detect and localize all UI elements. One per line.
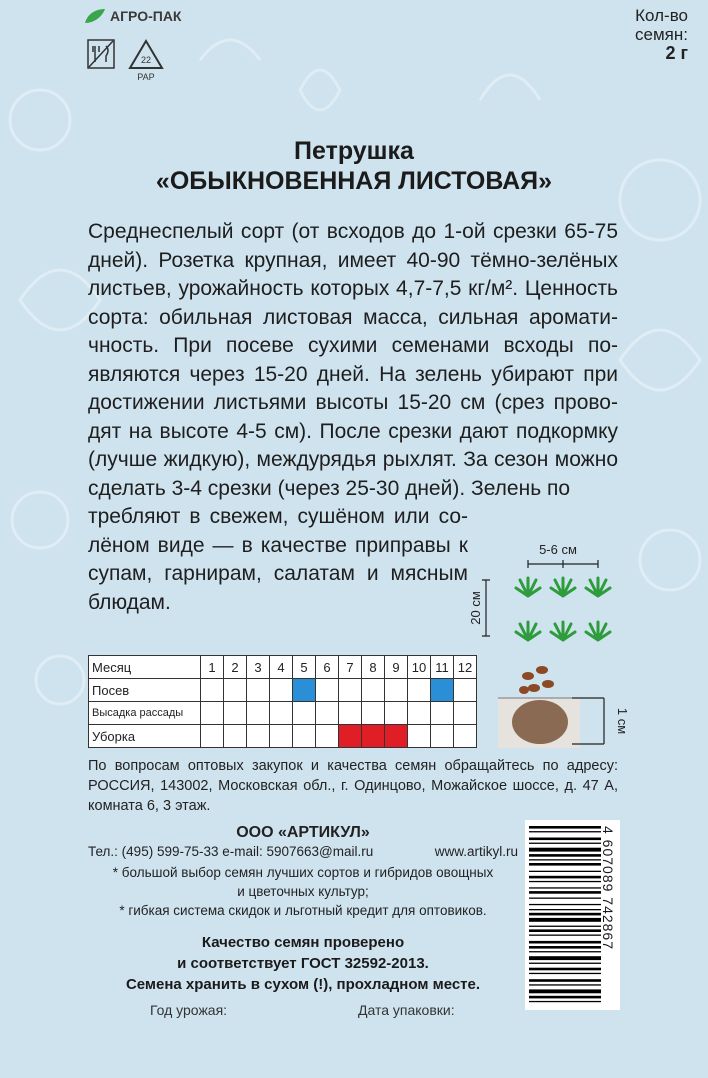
barcode-bar [529, 941, 601, 944]
calendar-cell [247, 679, 270, 702]
brand-logo [84, 8, 181, 24]
calendar-row-harvest [89, 725, 477, 748]
barcode-bar [529, 918, 601, 922]
depth-label: 1 см [615, 707, 630, 735]
barcode-bar [529, 926, 601, 927]
title-variety: «ОБЫКНОВЕННАЯ ЛИСТОВАЯ» [155, 167, 553, 195]
company-phone-email: Тел.: (495) 599-75-33 e-mail: 5907663@mail.ru [88, 844, 374, 859]
barcode-bar [529, 935, 601, 936]
barcode-number: 4 607089 742867 [600, 826, 616, 950]
barcode-bar [529, 909, 601, 910]
calendar-row-seedlings [89, 702, 477, 725]
recycle-label: РАР [137, 72, 155, 82]
barcode-bar [529, 1001, 601, 1002]
seed-quantity [635, 6, 688, 63]
barcode-bar [529, 848, 601, 852]
month-4: 4 [270, 656, 293, 679]
description-tail: требляют в свежем, сушёном или солёном виде — в качестве приправы к супам, гарнирам, салатам и мясным блюдам. [88, 505, 468, 614]
month-5: 5 [293, 656, 316, 679]
scheme-spacing-label: 5-6 см [539, 542, 577, 557]
barcode-bar [529, 929, 601, 932]
calendar-cell [293, 679, 316, 702]
sowing-calendar-table [88, 655, 477, 748]
barcode-bar [529, 996, 601, 999]
brand-name: АГРО-ПАК [110, 8, 182, 24]
product-title [0, 136, 708, 196]
packaging-icons [86, 38, 166, 82]
calendar-cell [385, 679, 408, 702]
calendar-cell [339, 679, 362, 702]
calendar-cell [270, 725, 293, 748]
calendar-cell [224, 725, 247, 748]
calendar-cell [408, 679, 431, 702]
leaf-icon [84, 8, 106, 24]
calendar-cell [316, 725, 339, 748]
row-label: Уборка [89, 725, 201, 748]
calendar-cell [431, 679, 454, 702]
month-6: 6 [316, 656, 339, 679]
calendar-cell [224, 702, 247, 725]
calendar-cell [431, 702, 454, 725]
calendar-cell [224, 679, 247, 702]
pack-date-label: Дата упаковки: [358, 1002, 455, 1018]
calendar-cell [201, 725, 224, 748]
quantity-value: 2 г [665, 43, 688, 63]
month-7: 7 [339, 656, 362, 679]
calendar-cell [339, 725, 362, 748]
wholesale-address: По вопросам оптовых закупок и качества семян обращайтесь по адресу: РОССИЯ, 143002, Московская обл., г. Одинцово, Можайское шоссе, д. 47 А, комната 6, 3 этаж. [88, 758, 618, 814]
month-8: 8 [362, 656, 385, 679]
calendar-cell [408, 702, 431, 725]
row-label: Высадка рассады [89, 702, 201, 725]
planting-scheme [470, 540, 630, 650]
calendar-cell [431, 725, 454, 748]
calendar-cell [385, 725, 408, 748]
calendar-cell [339, 702, 362, 725]
quality-statement [88, 932, 518, 995]
barcode-bar [529, 973, 601, 974]
harvest-year-label: Год урожая: [150, 1002, 228, 1018]
barcode-bar [529, 881, 601, 882]
calendar-cell [362, 679, 385, 702]
calendar-cell [247, 725, 270, 748]
barcode-bar [529, 876, 601, 879]
month-10: 10 [408, 656, 431, 679]
company-bullet-1a: * большой выбор семян лучших сортов и гибридов овощных [112, 865, 494, 880]
quality-line-2: и соответствует ГОСТ 32592-2013. [177, 955, 429, 972]
company-info [88, 824, 518, 920]
month-1: 1 [201, 656, 224, 679]
barcode-bar [529, 913, 601, 916]
quality-line-3: Семена хранить в сухом (!), прохладном месте. [125, 976, 481, 993]
barcode-bar [529, 963, 601, 964]
barcode-bar [529, 826, 601, 829]
seed-hole-icon [512, 700, 568, 744]
barcode-bar [529, 863, 601, 866]
calendar-cell [408, 725, 431, 748]
calendar-header-row [89, 656, 477, 679]
recycle-code: 22 [140, 55, 152, 65]
calendar-cell [316, 679, 339, 702]
calendar-cell [454, 679, 477, 702]
barcode-bar [529, 891, 601, 894]
barcode-bar [529, 854, 601, 857]
barcode-bar [529, 859, 601, 860]
quantity-label-1: Кол-во [635, 6, 688, 25]
calendar-cell [316, 702, 339, 725]
barcode-bar [529, 838, 601, 841]
month-9: 9 [385, 656, 408, 679]
barcode-bar [529, 979, 601, 982]
barcode-bar [529, 898, 601, 899]
calendar-cell [293, 725, 316, 748]
calendar-cell [201, 679, 224, 702]
calendar-cell [270, 679, 293, 702]
barcode-bar [529, 946, 601, 949]
barcode-bar [529, 951, 601, 952]
quality-line-1: Качество семян проверено [201, 934, 405, 951]
calendar-cell [201, 702, 224, 725]
barcode-bar [529, 968, 601, 971]
quantity-label-2: семян: [635, 25, 688, 44]
company-bullet-1b: и цветочных культур; [237, 884, 369, 899]
month-2: 2 [224, 656, 247, 679]
scheme-row-label: 20 см [468, 591, 483, 625]
row-label: Посев [89, 679, 201, 702]
barcode-bar [529, 887, 601, 888]
calendar-cell [247, 702, 270, 725]
title-crop: Петрушка [294, 137, 414, 165]
barcode-bar [529, 843, 601, 844]
calendar-cell [270, 702, 293, 725]
calendar-cell [454, 702, 477, 725]
calendar-cell [362, 702, 385, 725]
month-12: 12 [454, 656, 477, 679]
sprout-icons [516, 578, 610, 640]
calendar-cell [293, 702, 316, 725]
barcode-bar [529, 904, 601, 905]
barcode-bar [529, 871, 601, 872]
calendar-cell [454, 725, 477, 748]
company-bullet-2: * гибкая система скидок и льготный кредит для оптовиков. [119, 903, 487, 918]
calendar-cell [362, 725, 385, 748]
barcode-bar [529, 984, 601, 985]
company-website: www.artikyl.ru [434, 844, 518, 859]
seeds-icon [519, 666, 554, 694]
calendar-row-sowing [89, 679, 477, 702]
barcode-bar [529, 989, 601, 993]
barcode-bar [529, 956, 601, 960]
calendar-cell [385, 702, 408, 725]
month-3: 3 [247, 656, 270, 679]
calendar-header-label: Месяц [89, 656, 201, 679]
recycle-icon [126, 38, 166, 82]
not-food-contact-icon [86, 38, 116, 70]
company-name: ООО «АРТИКУЛ» [236, 824, 370, 841]
barcode-bar [529, 831, 601, 832]
month-11: 11 [431, 656, 454, 679]
sowing-depth-diagram [498, 660, 628, 750]
description-main: Среднеспелый сорт (от всходов до 1-ой срезки 65-75 дней). Розетка крупная, имеет 40-90 тёмно-зелёных листьев, урожайность которых 4,7-7,5 кг/м². Ценность сорта: обильная листовая масса, сильная ароматичность. При посеве сухими семенами всходы появляются через 15-20 дней. На зелень убирают при достижении листьями высоты 15-20 см (срез проводят на высоте 4-5 см). После срезки дают подкормку (лучше жидкую), междурядья рыхлят. За сезон можно сделать 3-4 срезки (через 25-30 дней). Зелень по [88, 220, 618, 500]
